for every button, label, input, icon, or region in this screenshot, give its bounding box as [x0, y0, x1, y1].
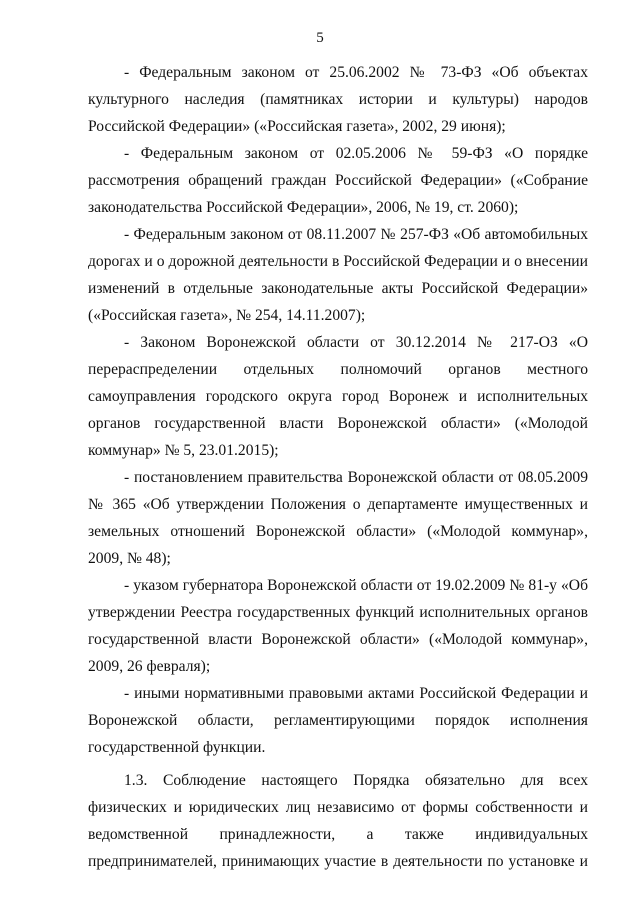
list-item-federal-law-73fz: - Федеральным законом от 25.06.2002 № 73-ФЗ «Об объектах культурного наследия (памятниках истории и культуры) народов Российской Федерации» («Российская газета», 2002, 29 июня); [88, 64, 588, 135]
list-item-government-resolution-365: - постановлением правительства Воронежской области от 08.05.2009 № 365 «Об утверждении Положения о департаменте имущественных и земельных отношений Воронежской области» («Молодой коммунар», 2009, № 48); [88, 469, 588, 567]
list-item-federal-law-59fz: - Федеральным законом от 02.05.2006 № 59-ФЗ «О порядке рассмотрения обращений граждан Российской Федерации» («Собрание законодательства Российской Федерации», 2006, № 19, ст. 2060); [88, 145, 588, 216]
list-item-regional-law-217oz: - Законом Воронежской области от 30.12.2014 № 217-ОЗ «О перераспределении отдельных полномочий органов местного самоуправления городского округа город Воронеж и исполнительных органов государственной власти Воронежской области» («Молодой коммунар» № 5, 23.01.2015); [88, 334, 588, 459]
page-number: 5 [316, 30, 324, 46]
list-item-governor-decree-81u: - указом губернатора Воронежской области от 19.02.2009 № 81-у «Об утверждении Реестра государственных функций исполнительных органов государственной власти Воронежской области» («Молодой коммунар», 2009, 26 февраля); [88, 577, 588, 675]
list-item-federal-law-257fz: - Федеральным законом от 08.11.2007 № 257-ФЗ «Об автомобильных дорогах и о дорожной деятельности в Российской Федерации и о внесении изменений в отдельные законодательные акты Российской Федерации» («Российская газета», № 254, 14.11.2007); [88, 226, 588, 324]
clause-1-3: 1.3. Соблюдение настоящего Порядка обязательно для всех физических и юридических лиц независимо от формы собственности и ведомственной принадлежности, а также индивидуальных предпринимателей, принимающих участие в деятельности по установке и [88, 772, 588, 870]
list-item-other-normative-acts: - иными нормативными правовыми актами Российской Федерации и Воронежской области, регламентирующими порядок исполнения государственной функции. [88, 685, 588, 756]
document-body [88, 59, 588, 875]
